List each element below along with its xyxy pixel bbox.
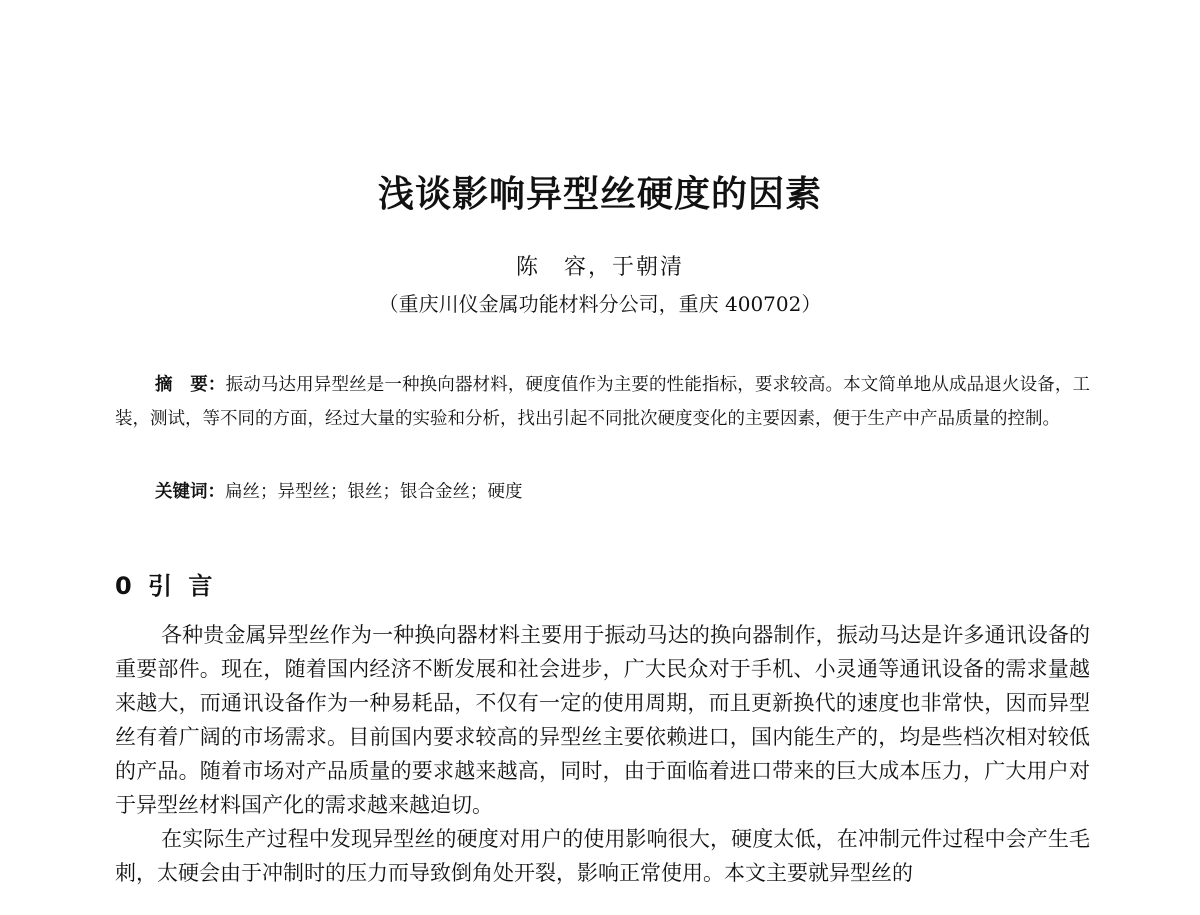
- body-paragraph: 在实际生产过程中发现异型丝的硬度对用户的使用影响很大，硬度太低，在冲制元件过程中会产生毛刺，太硬会由于冲制时的压力而导致倒角处开裂，影响正常使用。本文主要就异型丝的: [115, 827, 1090, 885]
- section-heading-introduction: 0 引 言: [115, 572, 217, 600]
- paper-affiliation: （重庆川仪金属功能材料分公司，重庆 400702）: [378, 292, 822, 316]
- paper-authors: 陈 容，于朝清: [515, 255, 684, 280]
- section-body: [115, 618, 1090, 890]
- abstract: [115, 368, 1090, 436]
- abstract-text: 振动马达用异型丝是一种换向器材料，硬度值作为主要的性能指标，要求较高。本文简单地从成品退火设备，工装，测试，等不同的方面，经过大量的实验和分析，找出引起不同批次硬度变化的主要因素，便于生产中产品质量的控制。: [115, 375, 1090, 429]
- body-paragraph: 各种贵金属异型丝作为一种换向器材料主要用于振动马达的换向器制作，振动马达是许多通讯设备的重要部件。现在，随着国内经济不断发展和社会进步，广大民众对于手机、小灵通等通讯设备的需求量越来越大，而通讯设备作为一种易耗品，不仅有一定的使用周期，而且更新换代的速度也非常快，因而异型丝有着广阔的市场需求。目前国内要求较高的异型丝主要依赖进口，国内能生产的，均是些档次相对较低的产品。随着市场对产品质量的要求越来越高，同时，由于面临着进口带来的巨大成本压力，广大用户对于异型丝材料国产化的需求越来越迫切。: [115, 623, 1090, 817]
- abstract-label: 摘 要：: [155, 375, 226, 395]
- keywords-label: 关键词：: [155, 482, 225, 502]
- keywords-text: 扁丝；异型丝；银丝；银合金丝；硬度: [225, 482, 523, 502]
- keywords: [155, 478, 1090, 506]
- paper-title: 浅谈影响异型丝硬度的因素: [377, 174, 822, 215]
